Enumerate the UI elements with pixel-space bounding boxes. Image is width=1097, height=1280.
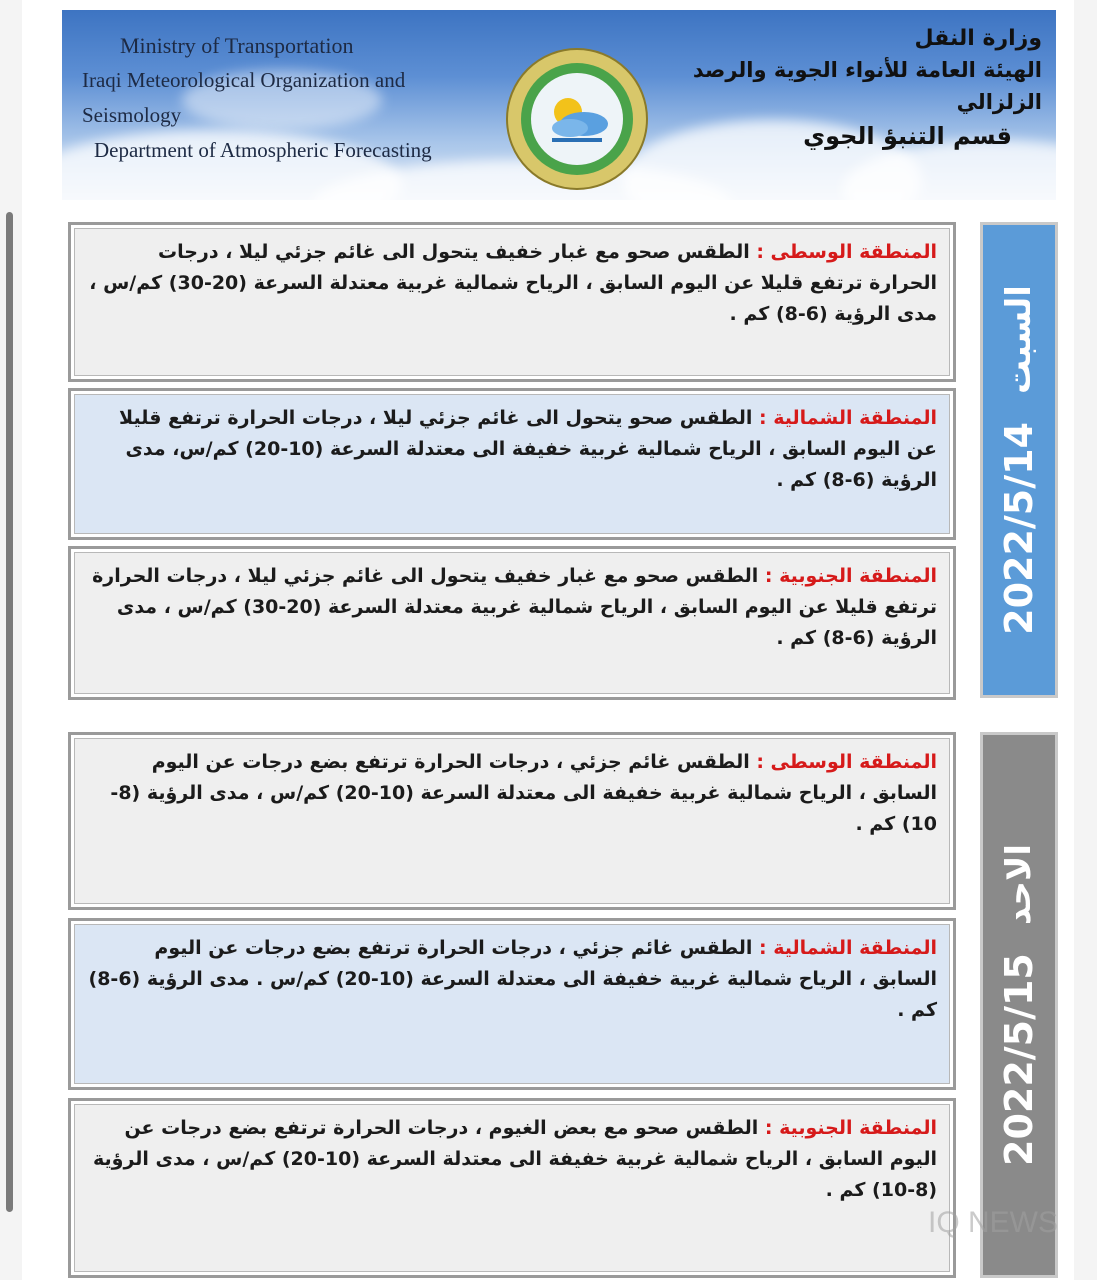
- forecast-northern-region: [68, 388, 956, 540]
- region-label: المنطقة الشمالية :: [759, 407, 937, 429]
- department-name-ar: قسم التنبؤ الجوي: [803, 122, 1012, 150]
- scroll-indicator[interactable]: [6, 212, 13, 1212]
- ministry-name-en: Ministry of Transportation: [120, 33, 354, 58]
- region-forecast-text: الطقس صحو مع غبار خفيف يتحول الى غائم جزئي ليلا ، درجات الحرارة ترتفع قليلا عن اليوم السابق ، الرياح شمالية غربية معتدلة السرعة (20-30) كم/س ، مدى الرؤية (6-8) كم .: [92, 565, 937, 649]
- header-english: [82, 28, 462, 168]
- region-forecast-text: الطقس صحو يتحول الى غائم جزئي ليلا ، درجات الحرارة ترتفع قليلا عن اليوم السابق ، الرياح شمالية غربية خفيفة الى معتدلة السرعة (10-20) كم/س، مدى الرؤية (6-8) كم .: [119, 407, 937, 491]
- region-label: المنطقة الشمالية :: [759, 937, 937, 959]
- day-name: السبت: [999, 285, 1039, 395]
- region-forecast-text: الطقس غائم جزئي ، درجات الحرارة ترتفع بضع درجات عن اليوم السابق ، الرياح شمالية غربية خفيفة الى معتدلة السرعة (10-20) كم/س . مدى الرؤية (6-8) كم .: [88, 937, 937, 1021]
- organization-logo-icon: [504, 46, 650, 192]
- region-label: المنطقة الجنوبية :: [764, 1117, 937, 1139]
- organization-name-en: Iraqi Meteorological Organization and Seismology: [82, 68, 406, 127]
- header-arabic: [682, 24, 1042, 154]
- region-forecast-text: الطقس صحو مع بعض الغيوم ، درجات الحرارة ترتفع بضع درجات عن اليوم السابق ، الرياح شمالية غربية خفيفة الى معتدلة السرعة (10-20) كم/س ، مدى الرؤية (8-10) كم .: [92, 1117, 937, 1201]
- day-label-sidebar: [980, 222, 1058, 698]
- region-label: المنطقة الوسطى :: [756, 241, 937, 263]
- region-forecast-text: الطقس صحو مع غبار خفيف يتحول الى غائم جزئي ليلا ، درجات الحرارة ترتفع قليلا عن اليوم السابق ، الرياح شمالية غربية معتدلة السرعة (20-30) كم/س ، مدى الرؤية (6-8) كم .: [89, 241, 937, 325]
- region-forecast-text: الطقس غائم جزئي ، درجات الحرارة ترتفع بضع درجات عن اليوم السابق ، الرياح شمالية غربية خفيفة الى معتدلة السرعة (10-20) كم/س ، مدى الرؤية (8-10) كم .: [110, 751, 937, 835]
- region-label: المنطقة الجنوبية :: [764, 565, 937, 587]
- day-name: الاحد: [999, 844, 1039, 926]
- forecast-central-region: [68, 732, 956, 910]
- day-date: 2022/5/15: [997, 953, 1041, 1166]
- forecast-southern-region: [68, 1098, 956, 1278]
- forecast-central-region: [68, 222, 956, 382]
- watermark: IQ NEWS: [927, 1206, 1058, 1239]
- forecast-southern-region: [68, 546, 956, 700]
- forecast-page: [22, 0, 1074, 1280]
- day-block-sunday: [62, 732, 1058, 1280]
- region-label: المنطقة الوسطى :: [756, 751, 937, 773]
- day-label-sidebar: [980, 732, 1058, 1278]
- header-banner: [62, 10, 1056, 200]
- forecast-northern-region: [68, 918, 956, 1090]
- organization-name-ar: الهيئة العامة للأنواء الجوية والرصد الزلزالي: [692, 58, 1042, 114]
- ministry-name-ar: وزارة النقل: [914, 26, 1042, 51]
- department-name-en: Department of Atmospheric Forecasting: [94, 138, 432, 162]
- day-date: 2022/5/14: [997, 422, 1041, 635]
- day-block-saturday: [62, 222, 1058, 702]
